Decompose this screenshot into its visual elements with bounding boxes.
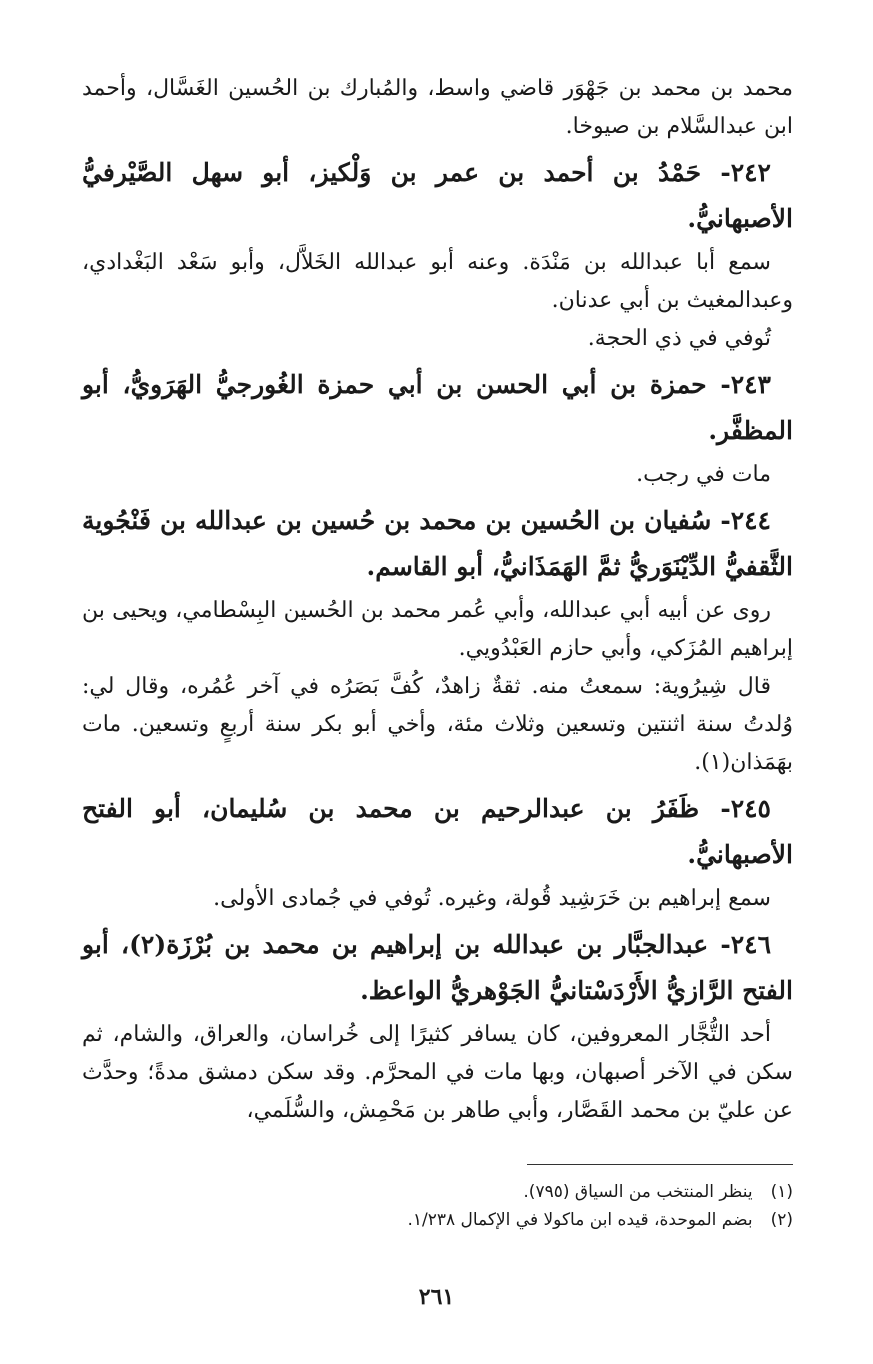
paragraph: أحد التُّجَّار المعروفين، كان يسافر كثيرًا إلى خُراسان، والعراق، والشام، ثم سكن في الآخر أصبهان، وبها مات في المحرَّم. وقد سكن دمشق مدةً؛ وحدَّث عن عليّ بن محمد القَصَّار، وأبي طاهر بن مَحْمِش، والسُّلَمي، bbox=[82, 1022, 793, 1123]
footnotes bbox=[82, 1178, 793, 1234]
paragraph: سمع إبراهيم بن خَرَشِيد قُولة، وغيره. تُوفي في جُمادى الأولى. bbox=[213, 886, 771, 911]
footnote bbox=[82, 1206, 793, 1234]
biography-entry-heading: ٢٤٦- عبدالجبَّار بن عبدالله بن إبراهيم بن محمد بن بُرْزَة(٢)، أبو الفتح الرَّازيُّ الأَرْدَسْتانيُّ الجَوْهريُّ الواعظ. bbox=[82, 930, 793, 1005]
footnote-number: (١) bbox=[770, 1182, 793, 1202]
footnote-text: ينظر المنتخب من السياق (٧٩٥). bbox=[523, 1182, 753, 1202]
biography-entry-heading: ٢٤٣- حمزة بن أبي الحسن بن أبي حمزة الغُورجيُّ الهَرَويُّ، أبو المظفَّر. bbox=[82, 370, 793, 445]
paragraph: تُوفي في ذي الحجة. bbox=[587, 326, 771, 351]
footnote-number: (٢) bbox=[770, 1210, 793, 1230]
biography-entry-heading: ٢٤٢- حَمْدُ بن أحمد بن عمر بن وَلْكيز، أبو سهل الصَّيْرفيُّ الأصبهانيُّ. bbox=[82, 158, 793, 233]
paragraph: قال شِيرُوية: سمعتُ منه. ثقةٌ زاهدٌ، كُفَّ بَصَرُه في آخر عُمُره، وقال لي: وُلدتُ سنة اثنتين وتسعين وثلاث مئة، وأخي أبو بكر سنة أربعٍ وتسعين. مات بهَمَذان(١). bbox=[82, 674, 793, 775]
footnote-divider bbox=[527, 1164, 793, 1165]
paragraph: محمد بن محمد بن جَهْوَر قاضي واسط، والمُبارك بن الحُسين الغَسَّال، وأحمد ابن عبدالسَّلام بن صيوخا. bbox=[82, 76, 793, 139]
footnote bbox=[82, 1178, 793, 1206]
body-text bbox=[82, 70, 793, 1130]
paragraph: سمع أبا عبدالله بن مَنْدَة. وعنه أبو عبدالله الخَلاَّل، وأبو سَعْد البَغْدادي، وعبدالمغيث بن أبي عدنان. bbox=[82, 250, 793, 313]
paragraph: مات في رجب. bbox=[636, 462, 771, 487]
page-number: ٢٦١ bbox=[418, 1284, 455, 1310]
footnote-text: بضم الموحدة، قيده ابن ماكولا في الإكمال ١/٢٣٨. bbox=[407, 1210, 753, 1230]
biography-entry-heading: ٢٤٤- سُفيان بن الحُسين بن محمد بن حُسين بن عبدالله بن فَنْجُوية الثَّقفيُّ الدِّيْنَوَريُّ ثمَّ الهَمَذَانيُّ، أبو القاسم. bbox=[82, 506, 793, 581]
biography-entry-heading: ٢٤٥- ظَفَرُ بن عبدالرحيم بن محمد بن سُليمان، أبو الفتح الأصبهانيُّ. bbox=[82, 794, 793, 869]
paragraph: روى عن أبيه أبي عبدالله، وأبي عُمر محمد بن الحُسين البِسْطامي، ويحيى بن إبراهيم المُزَكي، وأبي حازم العَبْدُويي. bbox=[82, 598, 793, 661]
